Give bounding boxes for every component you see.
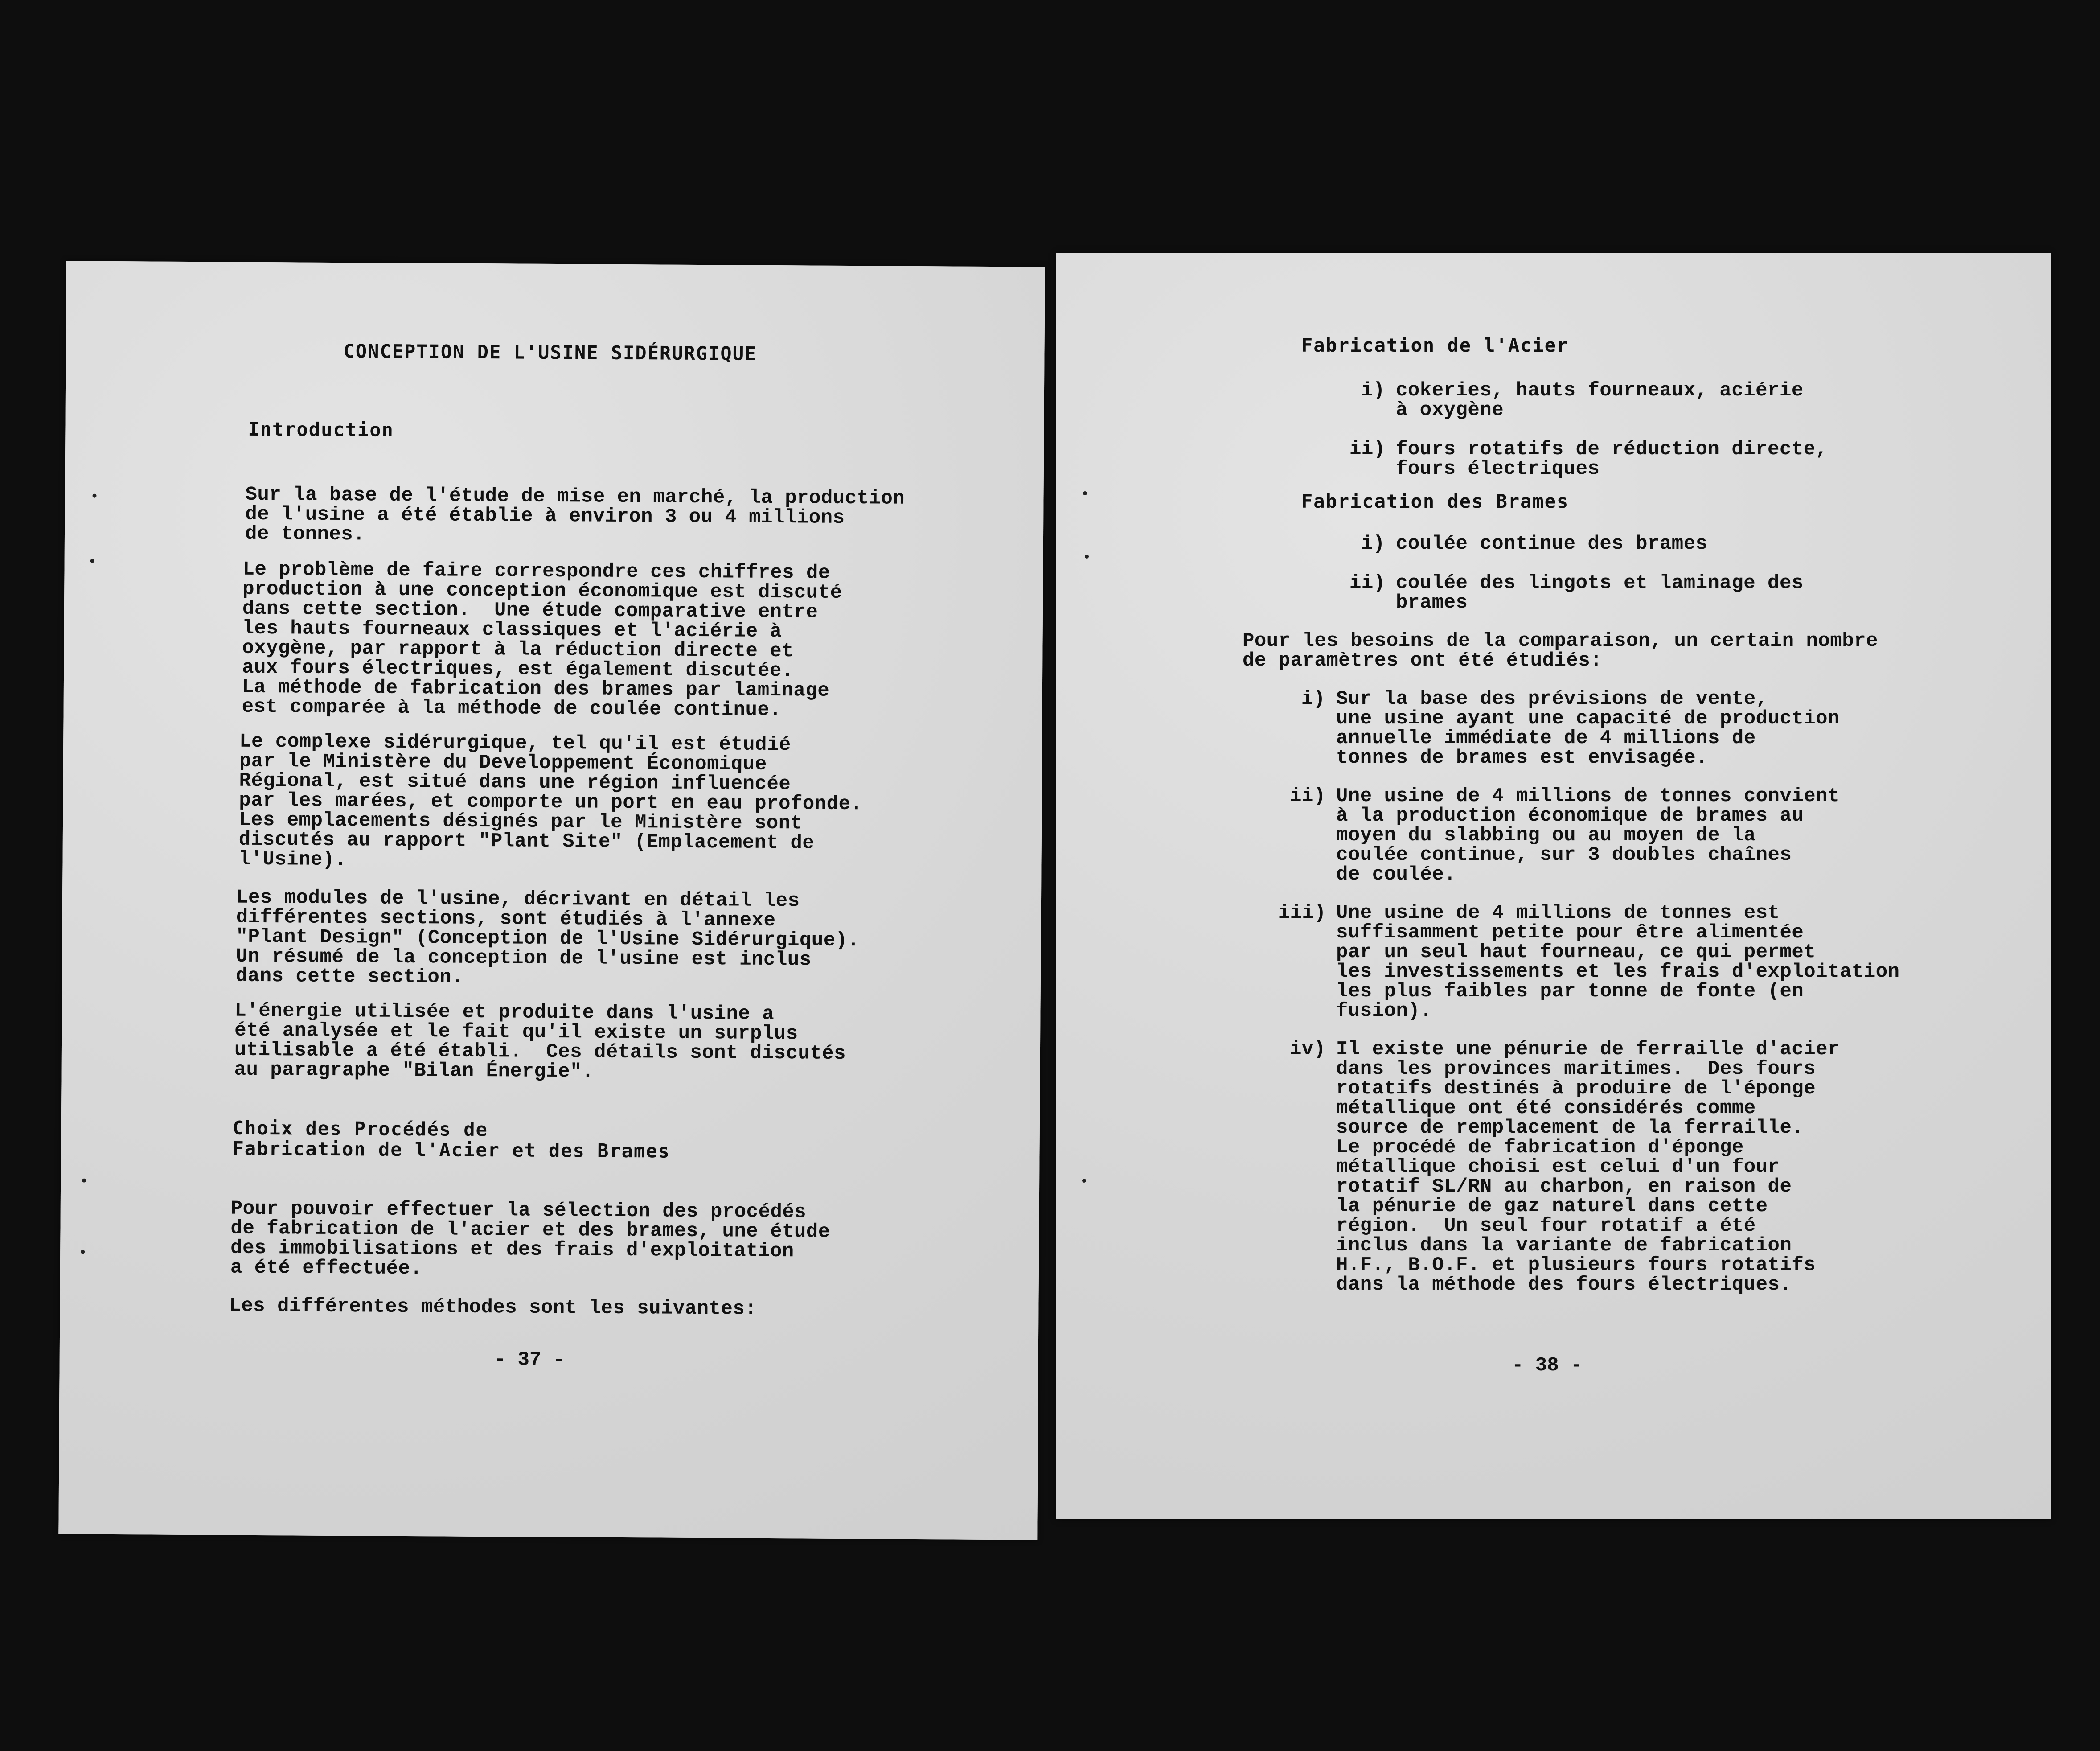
paragraph-complex: Le complexe sidérurgique, tel qu'il est étudié par le Ministère du Developpement Économique Régional, est situé dans une région influencée par les marées, et comporte un port en eau profonde. Les emplacements désignés par le Ministère sont discutés au rapport "Plant Site" (Emplacement de l'Usine). (238, 730, 863, 871)
document-page-38 (1056, 253, 2051, 1519)
parameter-number: iii) (1278, 902, 1326, 924)
paragraph-market-study: Sur la base de l'étude de mise en marché, la production de l'usine a été établie à environ 3 ou 4 millions de tonnes. (245, 483, 905, 546)
margin-speck (92, 494, 96, 498)
parameter-text: Il existe une pénurie de ferraille d'acier dans les provinces maritimes. Des fours rotatifs destinés à produire de l'éponge métallique ont été considérés comme source de remplacement de la ferraille. Le procédé de fabrication d'éponge métallique choisi est celui d'un four rotatif SL/RN au charbon, en raison de la pénurie de gaz naturel dans cette région. Un seul four rotatif a été inclus dans la variante de fabrication H.F., B.O.F. et plusieurs fours rotatifs dans la méthode des fours électriques. (1336, 1038, 1840, 1296)
margin-speck (1083, 491, 1087, 495)
acier-item-number: ii) (1349, 438, 1386, 460)
acier-item-text: cokeries, hauts fourneaux, aciérie à oxygène (1396, 379, 1804, 421)
page-number: - 38 - (1512, 1354, 1583, 1377)
parameter-number: ii) (1290, 785, 1326, 807)
parameter-text: Une usine de 4 millions de tonnes convient à la production économique de brames au moyen du slabbing ou au moyen de la coulée continue, sur 3 doubles chaînes de coulée. (1336, 785, 1840, 886)
margin-speck (1085, 555, 1089, 559)
parameter-text: Une usine de 4 millions de tonnes est suffisamment petite pour être alimentée par un seul haut fourneau, ce qui permet les investissements et les frais d'exploitation les plus faibles par tonne de fonte (en fusion). (1336, 902, 1900, 1022)
brames-item-text: coulée continue des brames (1396, 533, 1708, 555)
parameter-number: iv) (1290, 1038, 1326, 1060)
parameter-text: Sur la base des prévisions de vente, une usine ayant une capacité de production annuelle immédiate de 4 millions de tonnes de brames est envisagée. (1336, 688, 1840, 769)
page-title: CONCEPTION DE L'USINE SIDÉRURGIQUE (343, 340, 757, 365)
parameter-number: i) (1301, 688, 1325, 710)
brames-item-number: i) (1361, 533, 1385, 555)
margin-speck (90, 559, 94, 563)
page-number: - 37 - (494, 1348, 565, 1372)
brames-item-text: coulée des lingots et laminage des brames (1396, 572, 1804, 614)
margin-speck (81, 1250, 85, 1254)
brames-item-number: ii) (1349, 572, 1386, 594)
heading-fabrication-acier: Fabrication de l'Acier (1301, 334, 1569, 356)
acier-item-text: fours rotatifs de réduction directe, fours électriques (1396, 438, 1828, 480)
paragraph-modules: Les modules de l'usine, décrivant en détail les différentes sections, sont étudiés à l'annexe "Plant Design" (Conception de l'Usine Sidérurgique). Un résumé de la conception de l'usine est inclus dans cette section. (235, 886, 860, 989)
paragraph-energy: L'énergie utilisée et produite dans l'usine a été analysée et le fait qu'il existe un surplus utilisable a été établi. Ces détails sont discutés au paragraphe "Bilan Énergie". (234, 999, 846, 1083)
closing-line: Les différentes méthodes sont les suivantes: (229, 1295, 757, 1320)
comparison-intro: Pour les besoins de la comparaison, un certain nombre de paramètres ont été étudiés: (1243, 630, 1878, 672)
section-heading-process-choice: Choix des Procédés de Fabrication de l'Acier et des Brames (232, 1117, 671, 1162)
heading-fabrication-brames: Fabrication des Brames (1301, 490, 1569, 512)
margin-speck (82, 1179, 86, 1183)
paragraph-problem: Le problème de faire correspondre ces chiffres de production à une conception économique est discuté dans cette section. Une étude comparative entre les hauts fourneaux classiques et l'aciérie à oxygène, par rapport à la réduction directe et aux fours électriques, est également discutée. La méthode de fabrication des brames par laminage est comparée à la méthode de coulée continue. (242, 558, 842, 722)
document-page-37 (58, 261, 1045, 1540)
margin-speck (1082, 1179, 1086, 1183)
acier-item-number: i) (1361, 379, 1385, 402)
paragraph-selection: Pour pouvoir effectuer la sélection des procédés de fabrication de l'acier et des brames, une étude des immobilisations et des frais d'exploitation a été effectuée. (230, 1197, 830, 1280)
introduction-heading: Introduction (248, 418, 394, 441)
